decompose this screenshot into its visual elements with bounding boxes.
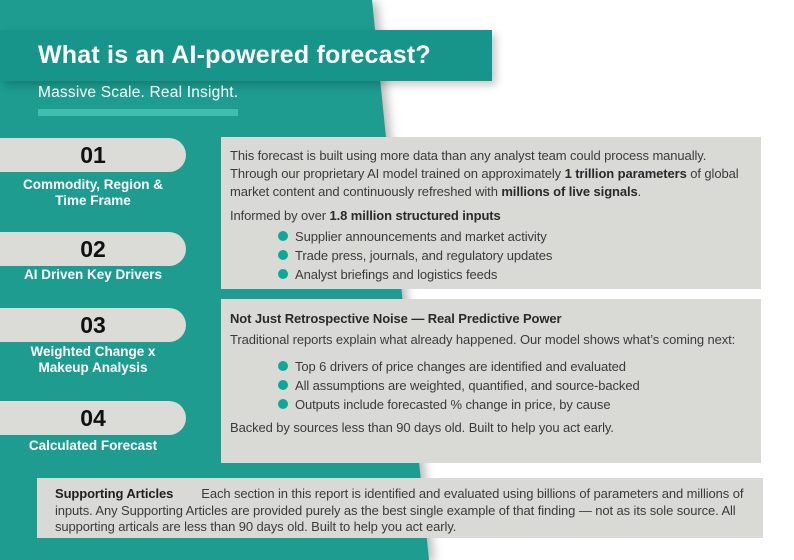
page-title-text: What is an AI-powered forecast? — [38, 41, 431, 69]
step-label-1: Commodity, Region & Time Frame — [23, 177, 163, 208]
page-title — [0, 30, 492, 81]
supporting-articles-box — [37, 478, 763, 538]
structured-inputs-line: Informed by over 1.8 million structured inputs — [230, 208, 501, 223]
supporting-articles-label: Supporting Articles — [55, 486, 174, 501]
step-label-4: Calculated Forecast — [28, 438, 158, 453]
list-item: Top 6 drivers of price changes are identified and evaluated — [278, 357, 748, 376]
predictive-power-paragraph: Traditional reports explain what already happened. Our model shows what’s coming next: — [230, 332, 736, 347]
bullet-icon — [278, 250, 288, 260]
bullet-icon — [278, 269, 288, 279]
step-number-4: 04 — [0, 401, 186, 435]
subtitle-accent-bar — [38, 109, 238, 116]
sources-freshness-line: Backed by sources less than 90 days old. Built to help you act early. — [230, 420, 614, 435]
list-item: All assumptions are weighted, quantified, and source-backed — [278, 376, 748, 395]
step-label-2: AI Driven Key Drivers — [23, 267, 163, 282]
step-label-3: Weighted Change x Makeup Analysis — [30, 344, 156, 375]
step-number-3: 03 — [0, 308, 186, 342]
step-number-2: 02 — [0, 232, 186, 266]
list-item: Outputs include forecasted % change in price, by cause — [278, 395, 748, 414]
predictive-bullet-list — [278, 357, 748, 414]
bullet-icon — [278, 231, 288, 241]
bullet-icon — [278, 380, 288, 390]
list-item: Analyst briefings and logistics feeds — [278, 265, 748, 284]
inputs-bullet-list — [278, 227, 748, 284]
data-scale-paragraph: This forecast is built using more data than any analyst team could process manually. Through our proprietary AI model trained on approximately 1 trillion parameters of global market content and continuously refreshed with millions of live signals. — [230, 148, 739, 199]
step-number-1: 01 — [0, 138, 186, 172]
supporting-articles-paragraph: Supporting Articles Each section in this report is identified and evaluated using billions of parameters and millions of inputs. Any Supporting Articles are provided purely as the best single example of that finding — not as its sole source. All supporting articals are less than 90 days old. Built to help you act early. — [55, 486, 744, 534]
list-item: Supplier announcements and market activity — [278, 227, 748, 246]
bullet-icon — [278, 361, 288, 371]
bullet-icon — [278, 399, 288, 409]
data-scale-box — [221, 137, 761, 289]
list-item: Trade press, journals, and regulatory updates — [278, 246, 748, 265]
predictive-power-heading: Not Just Retrospective Noise — Real Predictive Power — [230, 311, 562, 326]
page-subtitle: Massive Scale. Real Insight. — [38, 84, 239, 101]
predictive-power-box — [221, 299, 761, 463]
